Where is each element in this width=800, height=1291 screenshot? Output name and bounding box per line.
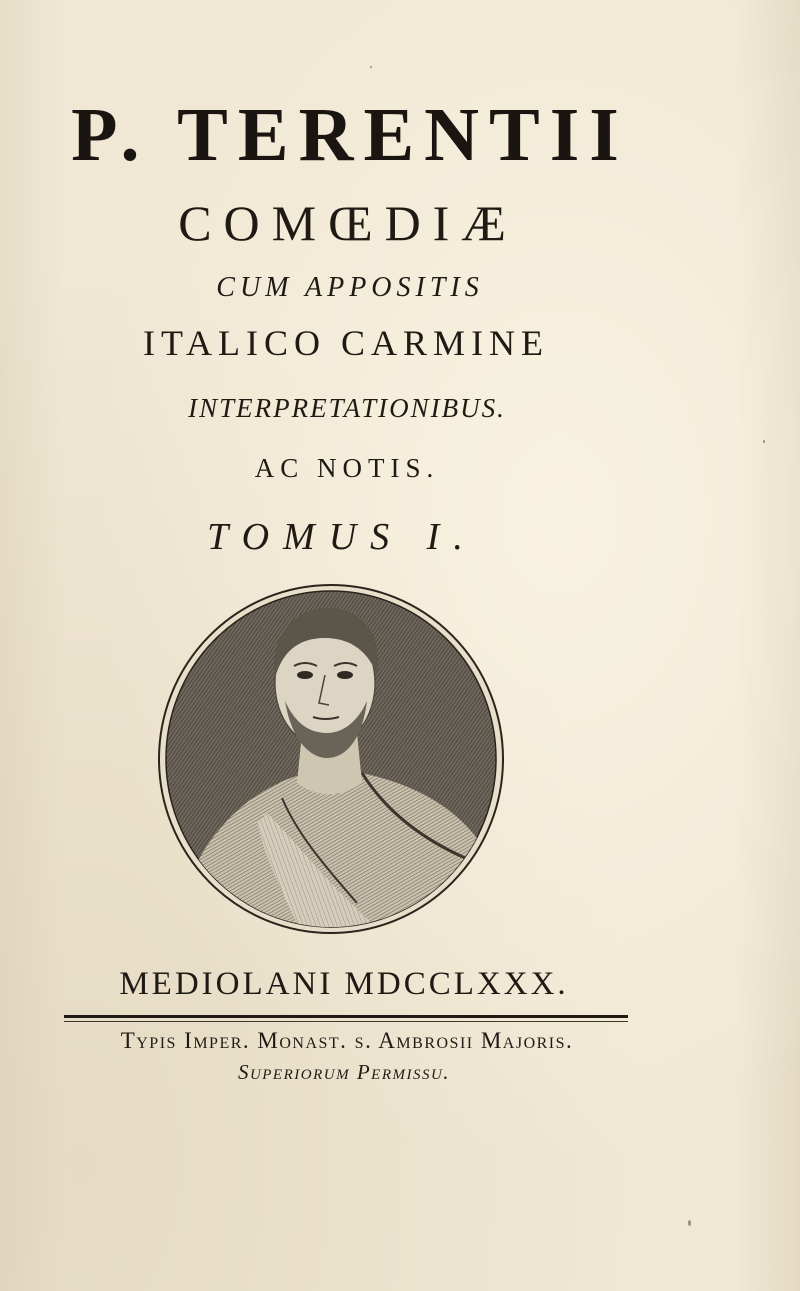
paper-speck bbox=[688, 1220, 691, 1226]
subtitle-line-1: CUM APPOSITIS bbox=[216, 272, 484, 303]
divider-rule-thin bbox=[64, 1021, 628, 1022]
subtitle-line-2: ITALICO CARMINE bbox=[142, 323, 550, 363]
paper-speck bbox=[763, 440, 765, 443]
paper-speck bbox=[370, 66, 372, 68]
volume-label: TOMUS I. bbox=[207, 516, 477, 558]
subtitle-line-4: AC NOTIS. bbox=[254, 453, 440, 483]
engraved-portrait-medallion-icon bbox=[157, 583, 505, 935]
permission-line: Superiorum Permissu. bbox=[237, 1060, 451, 1084]
printer-line: Typis Imper. Monast. s. Ambrosii Majoris. bbox=[120, 1028, 574, 1053]
author-name: P. TERENTII bbox=[71, 93, 629, 177]
imprint-place-date: MEDIOLANI MDCCLXXX. bbox=[119, 966, 569, 1002]
subtitle-line-3: INTERPRETATIONIBUS. bbox=[188, 393, 506, 423]
work-title: COMŒDIÆ bbox=[178, 195, 518, 251]
divider-rule-thick bbox=[64, 1015, 628, 1018]
